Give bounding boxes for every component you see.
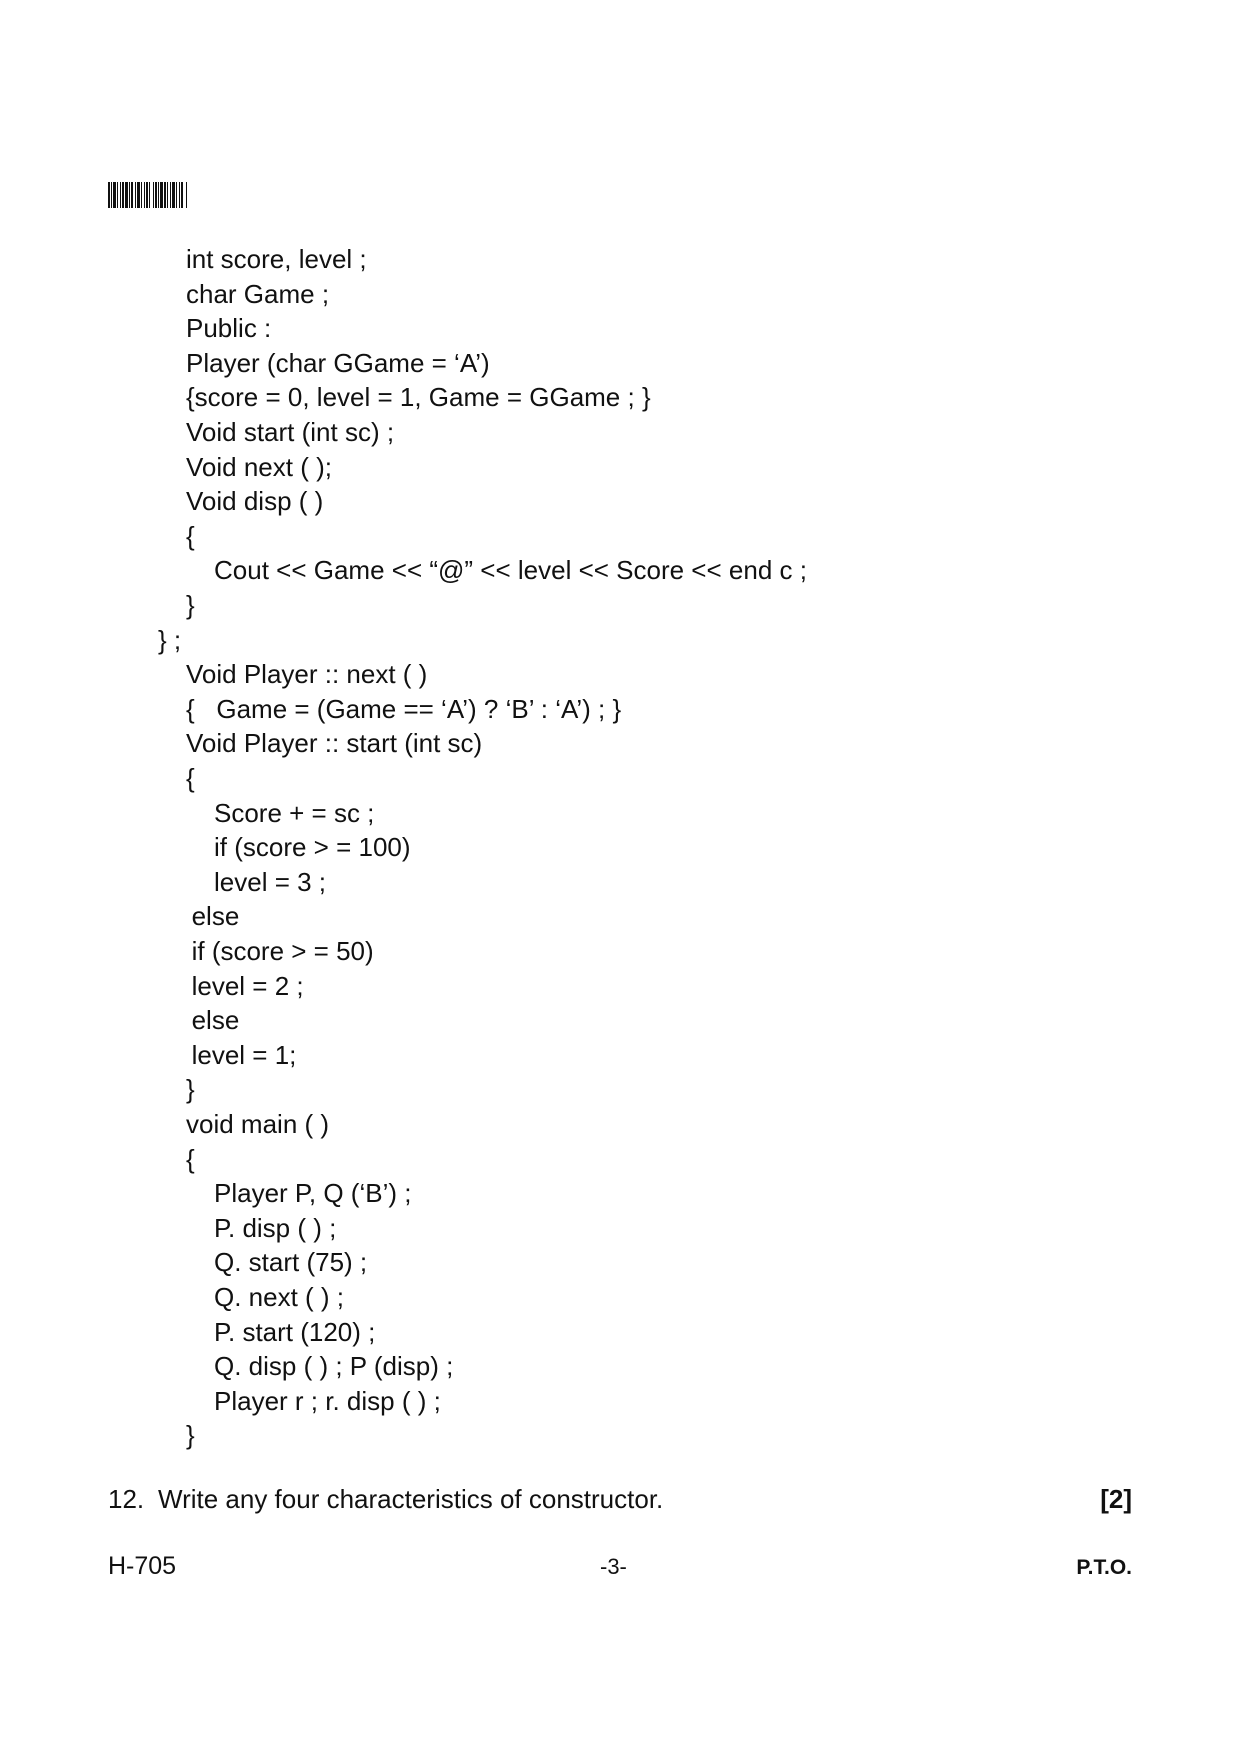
code-line: Void Player :: next ( ) [186, 659, 428, 690]
code-line: else [191, 1005, 240, 1036]
code-line: char Game ; [186, 278, 330, 309]
code-line: level = 1; [191, 1039, 297, 1070]
code-line: Cout << Game << “@” << level << Score << end c ; [214, 555, 807, 586]
code-line: level = 2 ; [191, 970, 304, 1001]
code-line: if (score > = 100) [214, 832, 411, 863]
code-line: Void disp ( ) [186, 486, 324, 517]
code-line: Player r ; r. disp ( ) ; [214, 1385, 441, 1416]
code-line: Q. disp ( ) ; P (disp) ; [214, 1351, 454, 1382]
code-line: {score = 0, level = 1, Game = GGame ; } [186, 382, 651, 413]
code-line: int score, level ; [186, 244, 367, 274]
code-line: } [186, 590, 195, 620]
code-line: P. start (120) ; [214, 1316, 376, 1347]
code-line: Q. next ( ) ; [214, 1282, 345, 1312]
code-line: } [186, 1074, 195, 1105]
code-line: Player P, Q (‘B’) ; [214, 1178, 412, 1209]
code-line: { [186, 763, 195, 793]
code-line: { [186, 1143, 195, 1174]
code-line: { Game = (Game == ‘A’) ? ‘B’ : ‘A’) ; } [186, 693, 622, 724]
question-number: 12. [108, 1484, 145, 1514]
code-line: Score + = sc ; [214, 797, 375, 828]
pto-label: P.T.O. [1076, 1556, 1132, 1579]
question-text: Write any four characteristics of constructor. [158, 1484, 664, 1514]
code-line: void main ( ) [186, 1109, 330, 1139]
code-line: level = 3 ; [214, 866, 327, 897]
barcode [108, 182, 248, 208]
code-line: Player (char GGame = ‘A’) [186, 347, 490, 378]
code-line: Public : [186, 313, 272, 344]
code-line: { [186, 520, 195, 551]
code-line: Void next ( ); [186, 451, 332, 482]
code-line: else [191, 901, 240, 932]
code-line: Void start (int sc) ; [186, 417, 395, 447]
page-number: -3- [600, 1554, 627, 1579]
code-line: P. disp ( ) ; [214, 1212, 337, 1243]
code-line: Q. start (75) ; [214, 1247, 368, 1278]
paper-code: H-705 [108, 1552, 177, 1580]
code-line: } [186, 1420, 195, 1451]
code-line: if (score > = 50) [191, 936, 374, 966]
code-line: Void Player :: start (int sc) [186, 728, 483, 759]
code-line: } ; [158, 624, 182, 655]
question-marks: [2] [1100, 1484, 1132, 1514]
